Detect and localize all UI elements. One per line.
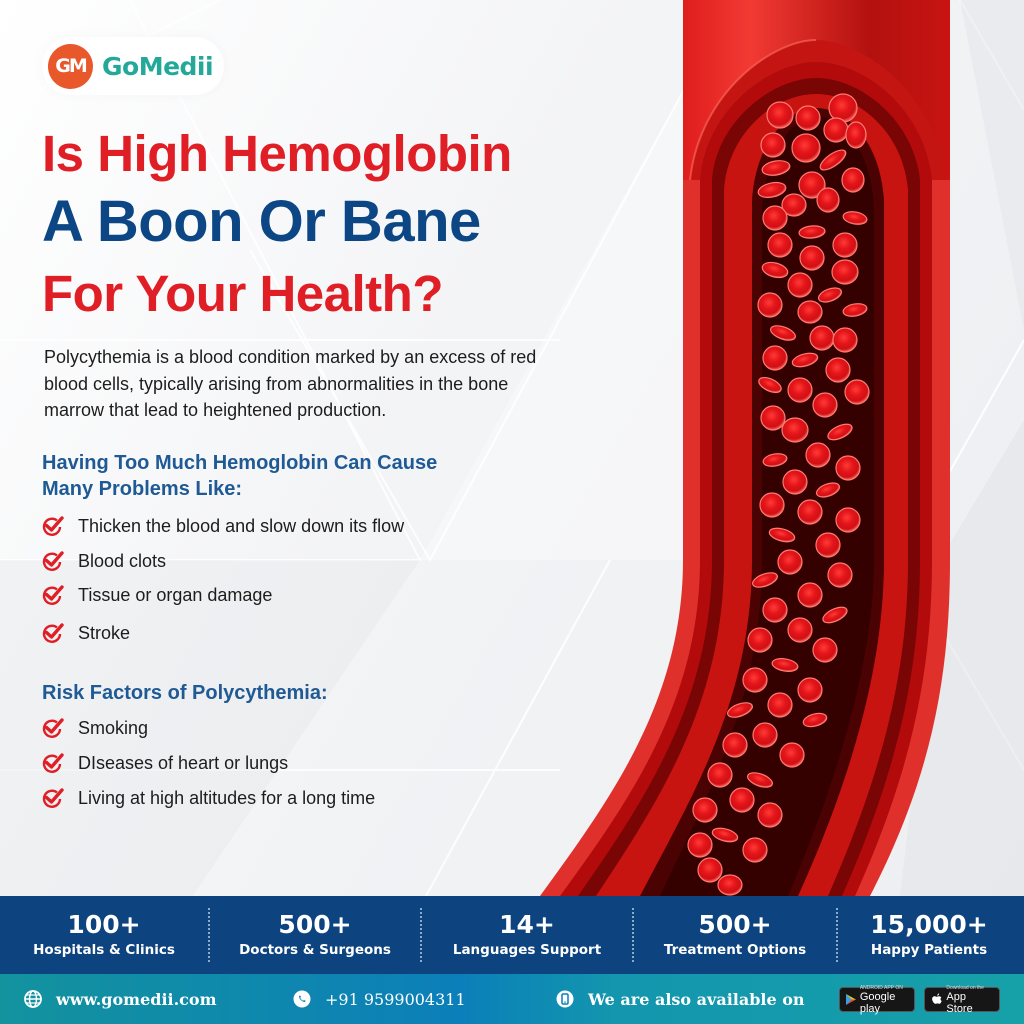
intro-paragraph: Polycythemia is a blood condition marked by an excess of red blood cells, typically arising from abnormalities in the bone marrow that lead to heightened production. xyxy=(44,347,537,420)
phone-link[interactable] xyxy=(293,990,466,1009)
stat-value: 500+ xyxy=(278,910,352,939)
list-item-text: Stroke xyxy=(78,622,131,643)
google-play-text: Google play xyxy=(859,990,896,1015)
stats-band xyxy=(0,896,1024,974)
stat-label: Doctors & Surgeons xyxy=(239,942,391,958)
check-circle-icon xyxy=(42,623,64,643)
list-item-text: Tissue or organ damage xyxy=(78,584,273,605)
risk-factors-list xyxy=(42,718,375,823)
stat-value: 14+ xyxy=(499,910,555,939)
title-line-3: For Your Health? xyxy=(42,265,443,322)
list-item xyxy=(42,516,404,536)
check-circle-icon xyxy=(42,788,64,808)
stat-languages xyxy=(422,911,632,959)
apps-availability xyxy=(556,990,805,1009)
list-item xyxy=(42,788,375,808)
apps-text: We are also available on xyxy=(588,989,805,1009)
stat-value: 100+ xyxy=(67,910,141,939)
list-item-text: Living at high altitudes for a long time xyxy=(78,787,376,808)
list-item xyxy=(42,585,404,605)
list-item xyxy=(42,718,375,738)
stat-value: 15,000+ xyxy=(870,910,988,939)
page-title xyxy=(42,125,512,322)
globe-icon xyxy=(24,990,42,1008)
list-item-text: Thicken the blood and slow down its flow xyxy=(78,515,405,536)
mobile-phone-icon xyxy=(556,990,574,1008)
stat-treatments xyxy=(634,911,836,959)
stat-hospitals xyxy=(0,911,208,959)
app-store-text: App Store xyxy=(946,990,973,1015)
google-play-small-text: ANDROID APP ON xyxy=(859,984,903,991)
list-item-text: Smoking xyxy=(78,717,149,738)
google-play-icon xyxy=(846,993,856,1006)
website-text: www.gomedii.com xyxy=(56,989,217,1009)
title-line-2: A Boon Or Bane xyxy=(42,189,481,254)
list-item-text: DIseases of heart or lungs xyxy=(78,752,289,773)
brand-name: GoMedii xyxy=(102,51,214,81)
app-store-badge[interactable] xyxy=(924,984,1000,1015)
phone-text: +91 9599004311 xyxy=(325,989,466,1009)
apple-icon xyxy=(931,993,942,1007)
stat-value: 500+ xyxy=(698,910,772,939)
brand-logo xyxy=(42,37,224,95)
list-item-text: Blood clots xyxy=(78,550,167,571)
check-circle-icon xyxy=(42,516,64,536)
stat-label: Languages Support xyxy=(452,942,602,958)
stat-label: Hospitals & Clinics xyxy=(33,942,175,958)
stat-doctors xyxy=(210,911,420,959)
problems-heading: Having Too Much Hemoglobin Can Cause Many Problems Like: xyxy=(42,452,438,500)
check-circle-icon xyxy=(42,585,64,605)
problems-list xyxy=(42,516,404,643)
google-play-badge[interactable] xyxy=(839,984,915,1015)
check-circle-icon xyxy=(42,753,64,773)
stat-label: Happy Patients xyxy=(870,942,988,958)
stat-label: Treatment Options xyxy=(663,942,807,958)
check-circle-icon xyxy=(42,718,64,738)
list-item xyxy=(42,753,375,773)
logo-mark-icon: GM xyxy=(48,44,93,89)
risk-factors-heading: Risk Factors of Polycythemia: xyxy=(42,682,328,704)
check-circle-icon xyxy=(42,551,64,571)
list-item xyxy=(42,551,404,571)
whatsapp-icon xyxy=(293,990,311,1008)
website-link[interactable] xyxy=(24,990,217,1009)
list-item xyxy=(42,623,404,643)
app-store-small-text: Download on the xyxy=(946,984,984,991)
stat-patients xyxy=(838,911,1020,959)
title-line-1: Is High Hemoglobin xyxy=(42,125,512,182)
